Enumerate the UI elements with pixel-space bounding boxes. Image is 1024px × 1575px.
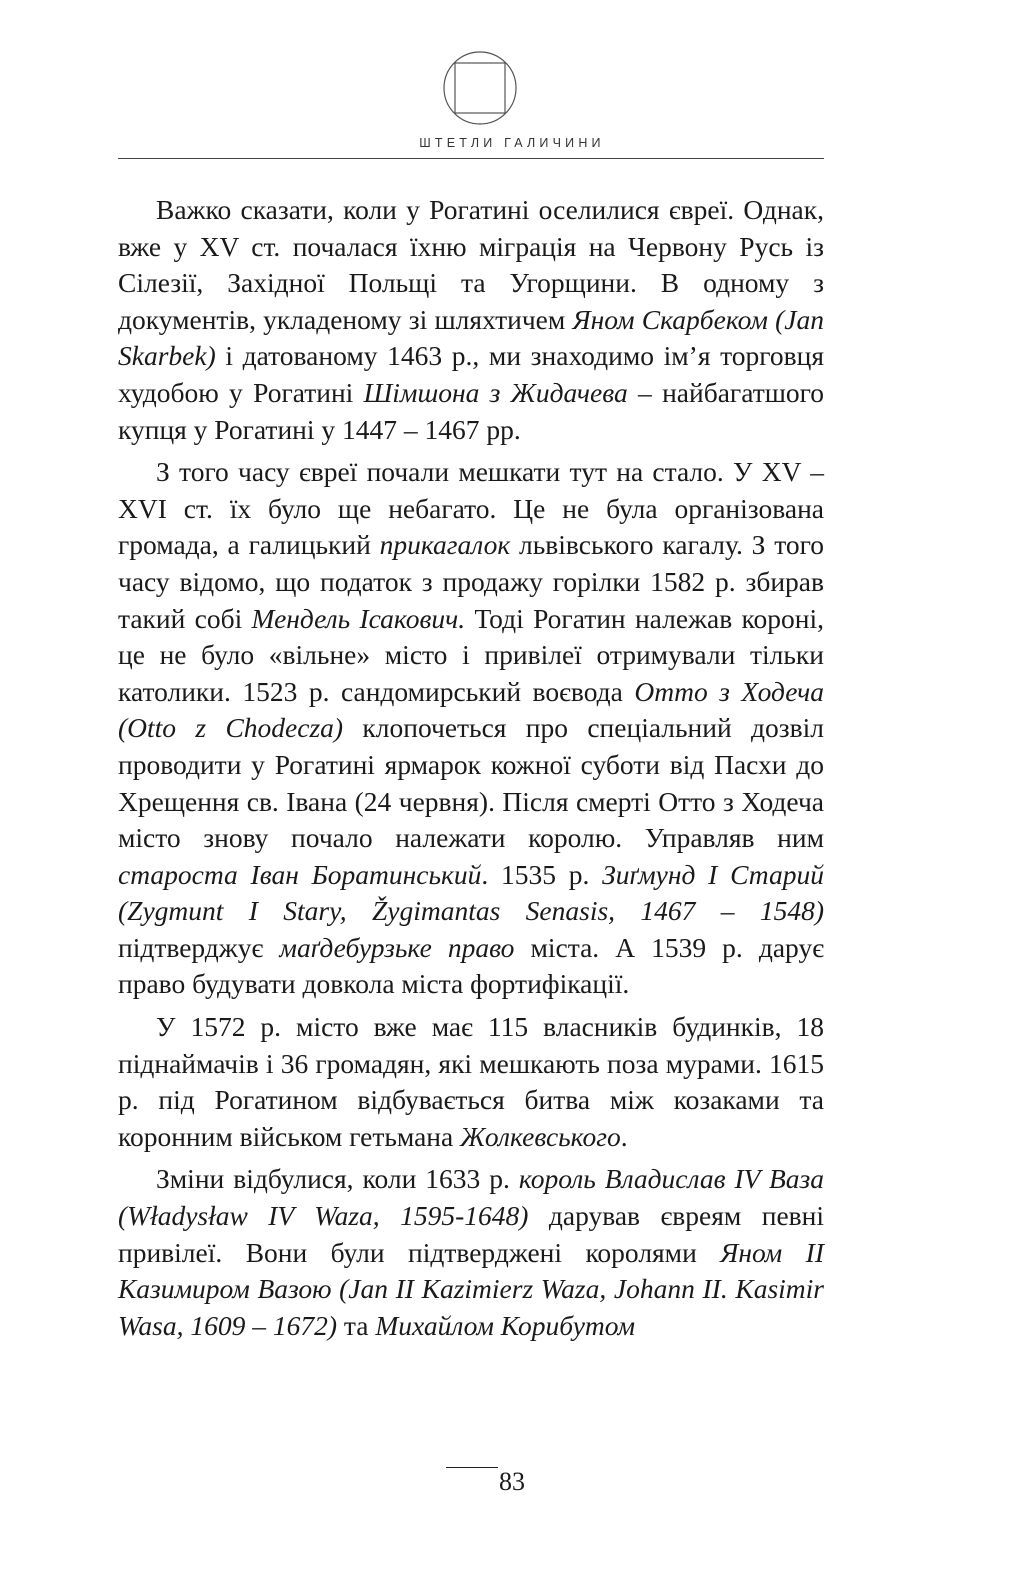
- italic-text-run: Михайлом Корибутом: [375, 1309, 636, 1341]
- italic-text-run: Отто з Ходеча (Otto z Chodecza): [118, 675, 824, 744]
- text-run: підтверджує: [118, 931, 280, 963]
- italic-text-run: прикагалок: [379, 529, 511, 561]
- paragraph: [118, 1009, 824, 1155]
- text-run: Зміни відбулися, коли 1633 р.: [156, 1163, 519, 1195]
- text-run: дарував євреям певні привілеї. Вони були підтверджені королями: [118, 1200, 824, 1268]
- body-text: [118, 192, 824, 1344]
- italic-text-run: Зиґмунд I Старий (Zygmunt I Stary, Žygimantas Senasis, 1467 – 1548): [118, 858, 825, 927]
- paragraph: [118, 454, 824, 1003]
- italic-text-run: Жолкевського: [460, 1120, 621, 1152]
- text-run: та: [337, 1309, 376, 1341]
- italic-text-run: Шімшона з Жидачева: [363, 376, 628, 408]
- paragraph: [118, 192, 824, 448]
- text-run: Тоді Рогатин належав короні, це не було «вільне» місто і привілеї отримували тільки католики. 1523 р. сандомирський воєвода: [118, 602, 824, 707]
- italic-text-run: Мендель Ісакович.: [251, 602, 466, 634]
- text-run: У 1572 р. місто вже має 115 власників будинків, 18 піднаймачів і 36 громадян, які мешкають поза мурами. 1615 р. під Рогатином відбувається битва між козаками та коронним військом гетьмана: [118, 1011, 824, 1152]
- circle-square-emblem-icon: [440, 48, 520, 128]
- text-run: .: [620, 1120, 628, 1152]
- text-run: Важко сказати, коли у Рогатині оселилися євреї. Однак, вже у XV ст. почалася їхню міграція на Червону Русь із Сілезії, Західної Польщі та Угорщини. В одному з документів, укладеному зі шляхтичем: [118, 194, 824, 335]
- italic-text-run: король Владислав IV Ваза (Władysław IV Waza, 1595-1648): [118, 1163, 824, 1232]
- text-run: і датованому 1463 р., ми знаходимо ім’я торговця худобою у Рогатині: [118, 340, 824, 408]
- header-divider: [118, 158, 824, 159]
- text-run: міста. А 1539 р. дарує право будувати довкола міста фортифікації.: [118, 931, 824, 1000]
- paragraph: [118, 1161, 824, 1344]
- page-number: 83: [499, 1467, 525, 1496]
- text-run: львівського кагалу. З того часу відомо, що податок з продажу горілки 1582 р. збирав такий собі: [118, 529, 824, 634]
- running-header-title: ШТЕТЛИ ГАЛИЧИНИ: [419, 136, 605, 150]
- italic-text-run: Яном Скарбеком (Jan Skarbek): [118, 303, 824, 372]
- italic-text-run: староста Іван Боратинський: [118, 858, 482, 890]
- text-run: З того часу євреї почали мешкати тут на стало. У XV – XVI ст. їх було ще небагато. Це не була організована громада, а галицький: [118, 456, 824, 561]
- text-run: – найбагатшого купця у Рогатині у 1447 – 1467 рр.: [118, 376, 824, 445]
- text-run: клопочеться про спеціальний дозвіл проводити у Рогатині ярмарок кожної суботи від Пасхи до Хрещення св. Івана (24 червня). Після смерті Отто з Ходеча місто знову почало належати королю. Управляв ним: [118, 712, 824, 854]
- italic-text-run: Яном II Казимиром Вазою (Jan II Kazimierz Waza, Johann II. Kasimir Wasa, 1609 – 1672): [118, 1236, 824, 1341]
- italic-text-run: маґдебурзьке право: [279, 931, 515, 963]
- text-run: . 1535 р.: [481, 858, 603, 890]
